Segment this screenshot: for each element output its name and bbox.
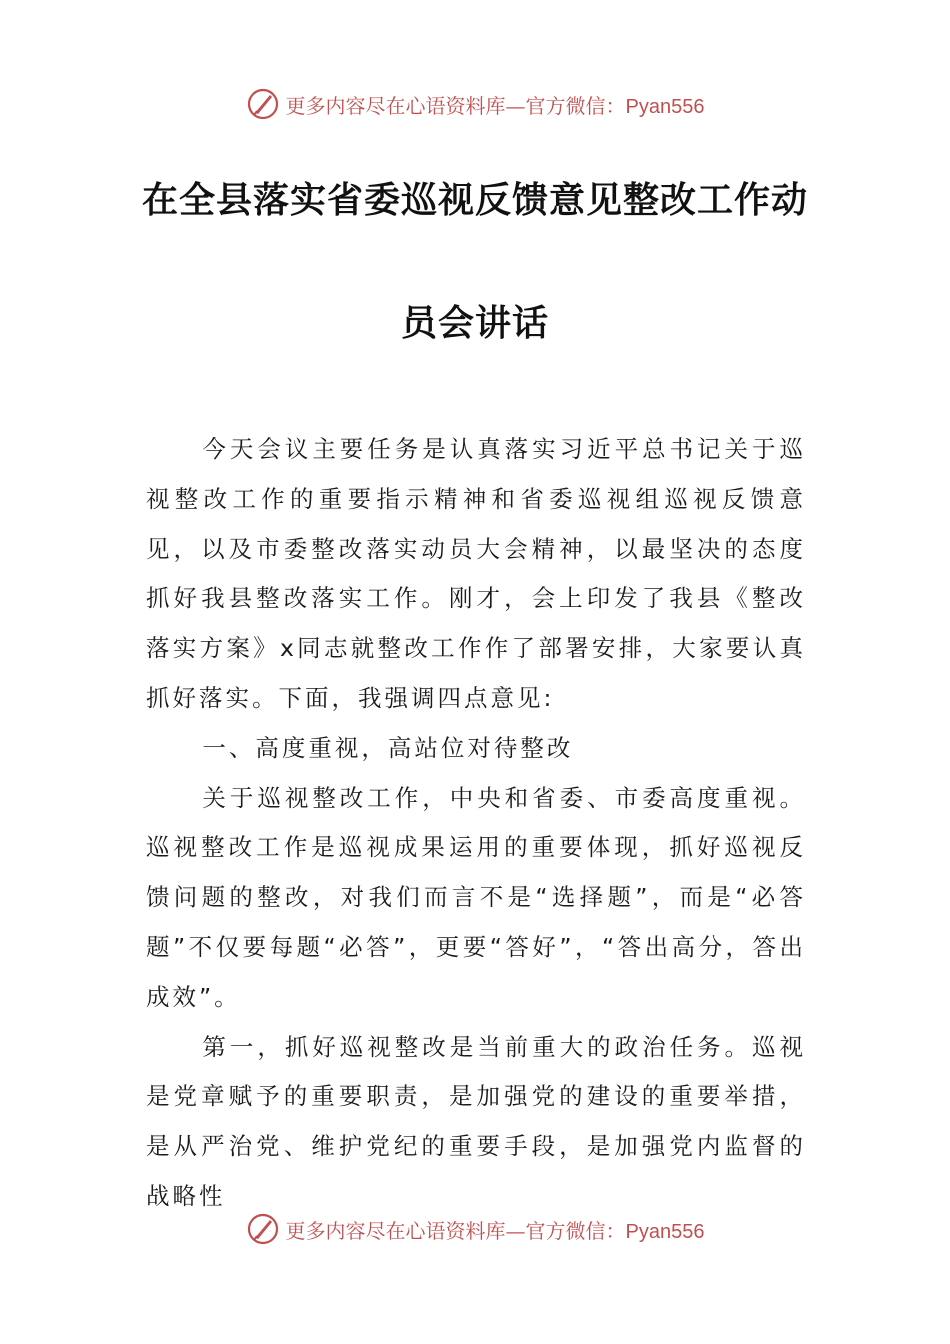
watermark-text: 更多内容尽在心语资料库—官方微信：Pyan556 [285, 1218, 705, 1243]
document-title-line-1: 在全县落实省委巡视反馈意见整改工作动 [141, 180, 808, 221]
paragraph-intro: 今天会议主要任务是认真落实习近平总书记关于巡视整改工作的重要指示精神和省委巡视组巡视反馈意见，以及市委整改落实动员大会精神，以最坚决的态度抓好我县整改落实工作。刚才，会上印发了我县《整改落实方案》x同志就整改工作作了部署安排，大家要认真抓好落实。下面，我强调四点意见: [146, 435, 806, 712]
document-body [146, 425, 806, 1222]
paragraph-first-point: 第一，抓好巡视整改是当前重大的政治任务。巡视是党章赋予的重要职责，是加强党的建设的重要举措，是从严治党、维护党纪的重要手段，是加强党内监督的战略性 [146, 1032, 806, 1210]
quill-pen-logo-icon [246, 1212, 280, 1246]
paragraph-importance: 关于巡视整改工作，中央和省委、市委高度重视。巡视整改工作是巡视成果运用的重要体现，抓好巡视反馈问题的整改，对我们而言不是“选择题”，而是“必答题”不仅要每题“必答”，更要“答好”，“答出高分，答出成效”。 [146, 783, 806, 1011]
header-watermark [0, 84, 950, 124]
footer-watermark [0, 1209, 950, 1249]
watermark-text: 更多内容尽在心语资料库—官方微信：Pyan556 [285, 93, 705, 118]
quill-pen-logo-icon [246, 87, 280, 121]
document-title-line-2: 员会讲话 [400, 303, 549, 344]
paragraph-section-heading: 一、高度重视，高站位对待整改 [202, 733, 574, 762]
